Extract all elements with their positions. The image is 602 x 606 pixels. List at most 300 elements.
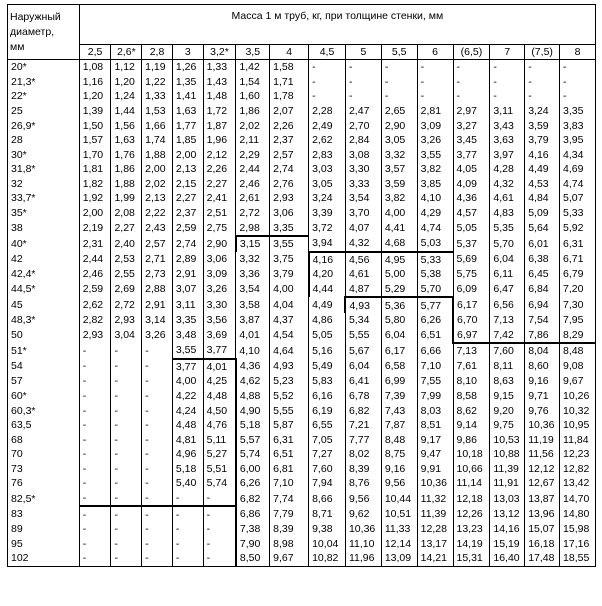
mass-cell: - (172, 551, 203, 566)
mass-cell: 4,74 (417, 220, 453, 236)
mass-cell: 3,54 (236, 282, 270, 298)
mass-cell: 6,16 (309, 389, 346, 404)
mass-cell: 3,55 (270, 236, 309, 252)
mass-cell: 2,70 (345, 118, 381, 133)
mass-cell: 3,54 (345, 191, 381, 206)
diameter-cell: 31,8* (8, 162, 80, 177)
mass-cell: 2,13 (142, 191, 173, 206)
mass-cell: 2,37 (270, 133, 309, 148)
mass-cell: 1,63 (172, 104, 203, 119)
mass-cell: 4,96 (172, 447, 203, 462)
diameter-cell: 51* (8, 343, 80, 359)
mass-cell: 5,49 (309, 359, 346, 375)
mass-cell: 4,86 (309, 313, 346, 328)
thickness-header-cell: 8 (560, 45, 596, 60)
mass-cell: 6,82 (345, 403, 381, 418)
table-row (8, 133, 596, 148)
mass-cell: - (79, 359, 111, 375)
mass-cell: 3,26 (203, 282, 236, 298)
mass-cell: 3,70 (345, 206, 381, 221)
mass-cell: 1,78 (270, 89, 309, 104)
mass-cell: 11,56 (525, 447, 560, 462)
mass-cell: - (142, 522, 173, 537)
mass-cell: 8,02 (345, 447, 381, 462)
mass-cell: 13,87 (525, 491, 560, 507)
mass-cell: 10,88 (490, 447, 525, 462)
diameter-cell: 73 (8, 462, 80, 477)
mass-cell: 1,58 (270, 60, 309, 75)
diameter-cell: 33,7* (8, 191, 80, 206)
mass-cell: 2,13 (172, 162, 203, 177)
thickness-header-cell: 2,6* (111, 45, 142, 60)
mass-cell: 4,49 (525, 162, 560, 177)
mass-cell: 12,23 (560, 447, 596, 462)
mass-cell: 13,17 (417, 537, 453, 552)
mass-cell: 4,00 (172, 374, 203, 389)
mass-cell: 2,26 (203, 162, 236, 177)
table-row (8, 447, 596, 462)
mass-cell: 10,18 (453, 447, 490, 462)
mass-cell: 5,34 (345, 313, 381, 328)
mass-cell: 2,91 (172, 267, 203, 282)
mass-cell: 2,89 (172, 252, 203, 268)
mass-cell: 2,59 (79, 282, 111, 298)
mass-cell: - (79, 418, 111, 433)
mass-cell: 1,41 (172, 89, 203, 104)
mass-cell: 8,98 (270, 537, 309, 552)
mass-cell: 3,05 (381, 133, 417, 148)
mass-cell: 5,35 (490, 220, 525, 236)
mass-cell: 2,15 (172, 177, 203, 192)
table-row (8, 432, 596, 447)
mass-cell: 5,18 (172, 462, 203, 477)
mass-cell: 10,36 (417, 476, 453, 491)
table-row (8, 147, 596, 162)
mass-cell: 3,79 (525, 133, 560, 148)
table-row (8, 162, 596, 177)
table-row (8, 104, 596, 119)
diameter-cell: 57 (8, 374, 80, 389)
mass-cell: 2,71 (142, 252, 173, 268)
mass-cell: 2,27 (172, 191, 203, 206)
mass-cell: 5,05 (453, 220, 490, 236)
mass-cell: 2,51 (203, 206, 236, 221)
table-row (8, 476, 596, 491)
mass-cell: 15,98 (560, 522, 596, 537)
mass-cell: 6,45 (525, 267, 560, 282)
mass-cell: 2,49 (309, 118, 346, 133)
mass-cell: 2,73 (142, 267, 173, 282)
mass-cell: 10,36 (345, 522, 381, 537)
mass-cell: 6,00 (236, 462, 270, 477)
mass-cell: 3,85 (417, 177, 453, 192)
mass-cell: 7,94 (309, 476, 346, 491)
diameter-cell: 26,9* (8, 118, 80, 133)
mass-cell: 13,09 (381, 551, 417, 566)
mass-cell: 6,55 (309, 418, 346, 433)
mass-cell: 9,71 (525, 389, 560, 404)
mass-cell: - (111, 374, 142, 389)
mass-cell: 9,56 (345, 491, 381, 507)
mass-cell: 2,27 (111, 220, 142, 236)
mass-cell: - (381, 89, 417, 104)
mass-cell: 2,97 (453, 104, 490, 119)
mass-cell: 9,67 (560, 374, 596, 389)
mass-cell: 5,38 (417, 267, 453, 282)
mass-cell: 2,93 (111, 313, 142, 328)
mass-cell: 2,00 (142, 162, 173, 177)
mass-cell: 11,39 (490, 462, 525, 477)
mass-cell: 13,42 (560, 476, 596, 491)
mass-cell: 5,52 (270, 389, 309, 404)
mass-cell: 3,04 (111, 327, 142, 343)
mass-cell: 9,16 (525, 374, 560, 389)
mass-cell: 3,36 (236, 267, 270, 282)
mass-cell: 10,53 (490, 432, 525, 447)
mass-cell: 4,16 (309, 252, 346, 268)
mass-cell: 2,93 (79, 327, 111, 343)
mass-cell: - (142, 462, 173, 477)
mass-cell: 4,64 (270, 343, 309, 359)
mass-cell: 7,60 (490, 343, 525, 359)
mass-cell: 1,99 (111, 191, 142, 206)
mass-cell: - (203, 522, 236, 537)
mass-cell: 3,05 (309, 177, 346, 192)
mass-cell: 4,48 (172, 418, 203, 433)
mass-cell: - (172, 537, 203, 552)
mass-cell: 2,98 (236, 220, 270, 236)
mass-cell: 10,36 (525, 418, 560, 433)
mass-cell: 7,87 (381, 418, 417, 433)
diameter-header-line: диаметр, (10, 25, 55, 38)
mass-cell: 4,04 (270, 297, 309, 313)
mass-cell: - (111, 359, 142, 375)
mass-cell: 3,77 (203, 343, 236, 359)
mass-cell: 2,74 (270, 162, 309, 177)
mass-cell: 2,31 (79, 236, 111, 252)
thickness-header-cell: 2,5 (79, 45, 111, 60)
diameter-cell: 42 (8, 252, 80, 268)
mass-cell: 4,95 (381, 252, 417, 268)
mass-cell: 12,26 (453, 506, 490, 522)
mass-cell: - (79, 491, 111, 507)
mass-cell: - (417, 89, 453, 104)
mass-cell: 6,38 (525, 252, 560, 268)
mass-cell: 4,93 (345, 297, 381, 313)
mass-cell: 3,35 (560, 104, 596, 119)
mass-cell: 3,26 (417, 133, 453, 148)
mass-cell: 6,04 (345, 359, 381, 375)
mass-cell: 3,03 (309, 162, 346, 177)
mass-cell: - (142, 506, 173, 522)
mass-cell: 4,48 (203, 389, 236, 404)
table-row (8, 297, 596, 313)
mass-cell: 4,44 (309, 282, 346, 298)
thickness-header-cell: 4 (270, 45, 309, 60)
mass-cell: 1,08 (79, 60, 111, 75)
mass-cell: 6,19 (309, 403, 346, 418)
mass-cell: 4,36 (236, 359, 270, 375)
mass-cell: - (111, 403, 142, 418)
mass-cell: 4,76 (203, 418, 236, 433)
mass-cell: 2,53 (111, 252, 142, 268)
mass-cell: 5,77 (417, 297, 453, 313)
mass-cell: 5,29 (381, 282, 417, 298)
diameter-cell: 83 (8, 506, 80, 522)
mass-cell: 8,71 (309, 506, 346, 522)
mass-cell: 5,05 (309, 327, 346, 343)
mass-cell: 5,92 (560, 220, 596, 236)
mass-cell: 4,53 (525, 177, 560, 192)
mass-cell: 5,83 (309, 374, 346, 389)
mass-cell: 2,28 (309, 104, 346, 119)
mass-cell: 3,06 (270, 206, 309, 221)
mass-cell: 3,33 (345, 177, 381, 192)
mass-cell: 5,69 (453, 252, 490, 268)
mass-cell: 11,19 (525, 432, 560, 447)
mass-cell: 2,90 (381, 118, 417, 133)
mass-cell: 11,10 (345, 537, 381, 552)
mass-cell: - (525, 60, 560, 75)
mass-cell: 5,33 (560, 206, 596, 221)
mass-cell: - (79, 403, 111, 418)
mass-cell: 7,79 (270, 506, 309, 522)
mass-cell: 4,34 (560, 147, 596, 162)
mass-cell: 3,27 (453, 118, 490, 133)
mass-cell: 5,70 (490, 236, 525, 252)
mass-cell: 2,44 (236, 162, 270, 177)
mass-cell: 2,83 (309, 147, 346, 162)
mass-cell: 5,74 (236, 447, 270, 462)
mass-cell: 9,47 (417, 447, 453, 462)
mass-cell: 1,53 (142, 104, 173, 119)
mass-cell: 1,86 (236, 104, 270, 119)
mass-cell: 4,25 (203, 374, 236, 389)
mass-cell: - (309, 89, 346, 104)
mass-cell: 1,56 (111, 118, 142, 133)
mass-cell: 17,16 (560, 537, 596, 552)
mass-cell: 4,81 (172, 432, 203, 447)
mass-cell: 5,55 (270, 403, 309, 418)
mass-cell: 5,37 (453, 236, 490, 252)
mass-cell: 9,86 (453, 432, 490, 447)
mass-cell: 1,60 (236, 89, 270, 104)
mass-cell: 3,77 (453, 147, 490, 162)
mass-cell: 6,79 (560, 267, 596, 282)
mass-cell: 11,91 (490, 476, 525, 491)
mass-cell: 4,83 (490, 206, 525, 221)
mass-cell: 9,14 (453, 418, 490, 433)
mass-cell: 3,77 (172, 359, 203, 375)
table-row (8, 506, 596, 522)
mass-cell: 10,82 (309, 551, 346, 566)
mass-cell: 7,27 (309, 447, 346, 462)
mass-cell: 3,32 (236, 252, 270, 268)
mass-cell: 8,63 (490, 374, 525, 389)
mass-cell: 7,60 (309, 462, 346, 477)
table-row (8, 236, 596, 252)
diameter-cell: 50 (8, 327, 80, 343)
mass-cell: - (111, 343, 142, 359)
mass-cell: 3,94 (309, 236, 346, 252)
mass-cell: 4,61 (490, 191, 525, 206)
mass-cell: 3,07 (172, 282, 203, 298)
mass-cell: 4,74 (560, 177, 596, 192)
mass-cell: 4,56 (345, 252, 381, 268)
mass-cell: - (560, 75, 596, 90)
mass-cell: 3,97 (490, 147, 525, 162)
mass-cell: - (79, 506, 111, 522)
mass-cell: 4,37 (270, 313, 309, 328)
mass-cell: - (490, 60, 525, 75)
mass-cell: 8,66 (309, 491, 346, 507)
mass-cell: 7,20 (560, 282, 596, 298)
mass-cell: 15,07 (525, 522, 560, 537)
mass-cell: - (79, 537, 111, 552)
mass-cell: - (453, 75, 490, 90)
mass-cell: 5,03 (417, 236, 453, 252)
mass-cell: 8,76 (345, 476, 381, 491)
mass-cell: 2,61 (236, 191, 270, 206)
thickness-header-cell: 7 (490, 45, 525, 60)
table-header (8, 5, 596, 60)
table-row (8, 551, 596, 566)
mass-cell: 4,28 (490, 162, 525, 177)
mass-cell: 4,32 (490, 177, 525, 192)
mass-cell: 4,29 (417, 206, 453, 221)
mass-cell: - (79, 374, 111, 389)
mass-cell: 1,88 (111, 177, 142, 192)
mass-cell: 12,28 (417, 522, 453, 537)
mass-cell: 9,08 (560, 359, 596, 375)
mass-cell: 2,55 (111, 267, 142, 282)
mass-cell: 15,31 (453, 551, 490, 566)
mass-cell: 14,80 (560, 506, 596, 522)
mass-cell: 2,62 (309, 133, 346, 148)
mass-cell: 3,87 (236, 313, 270, 328)
mass-cell: 1,82 (79, 177, 111, 192)
mass-cell: 4,07 (345, 220, 381, 236)
mass-cell: 1,86 (111, 162, 142, 177)
mass-cell: 7,95 (560, 313, 596, 328)
mass-cell: 6,09 (453, 282, 490, 298)
mass-cell: 16,40 (490, 551, 525, 566)
mass-cell: 1,20 (79, 89, 111, 104)
thickness-header-cell: 4,5 (309, 45, 346, 60)
mass-cell: 12,18 (453, 491, 490, 507)
mass-cell: 11,39 (417, 506, 453, 522)
mass-cell: 2,43 (142, 220, 173, 236)
mass-cell: 8,11 (490, 359, 525, 375)
mass-cell: - (172, 522, 203, 537)
thickness-header-cell: 3 (172, 45, 203, 60)
table-row (8, 522, 596, 537)
mass-cell: 11,33 (381, 522, 417, 537)
table-row (8, 491, 596, 507)
mass-cell: 6,82 (236, 491, 270, 507)
mass-cell: 12,82 (560, 462, 596, 477)
mass-cell: - (111, 389, 142, 404)
thickness-header-cell: 2,8 (142, 45, 173, 60)
mass-cell: 14,70 (560, 491, 596, 507)
mass-cell: 10,95 (560, 418, 596, 433)
mass-cell: 2,19 (79, 220, 111, 236)
diameter-cell: 25 (8, 104, 80, 119)
diameter-cell: 45 (8, 297, 80, 313)
mass-cell: 14,16 (490, 522, 525, 537)
mass-cell: 10,44 (381, 491, 417, 507)
mass-cell: 2,93 (270, 191, 309, 206)
mass-cell: 2,40 (111, 236, 142, 252)
mass-cell: 2,74 (172, 236, 203, 252)
mass-cell: 5,36 (381, 297, 417, 313)
table-row (8, 191, 596, 206)
mass-cell: 7,74 (270, 491, 309, 507)
mass-cell: - (203, 551, 236, 566)
mass-cell: - (142, 537, 173, 552)
mass-cell: 3,30 (203, 297, 236, 313)
mass-cell: 3,35 (270, 220, 309, 236)
mass-cell: 2,82 (79, 313, 111, 328)
mass-cell: 1,92 (79, 191, 111, 206)
mass-cell: 3,55 (417, 147, 453, 162)
table-row (8, 418, 596, 433)
mass-cell: 9,56 (381, 476, 417, 491)
mass-cell: 3,82 (381, 191, 417, 206)
mass-cell: 1,44 (111, 104, 142, 119)
mass-cell: 7,61 (453, 359, 490, 375)
mass-cell: 1,74 (142, 133, 173, 148)
mass-cell: 4,16 (525, 147, 560, 162)
mass-cell: 6,04 (490, 252, 525, 268)
mass-cell: 8,39 (345, 462, 381, 477)
mass-cell: 2,59 (172, 220, 203, 236)
mass-cell: 4,90 (236, 403, 270, 418)
mass-cell: 1,54 (236, 75, 270, 90)
diameter-cell: 48,3* (8, 313, 80, 328)
mass-cell: 5,55 (345, 327, 381, 343)
mass-cell: 10,51 (381, 506, 417, 522)
table-row (8, 282, 596, 298)
mass-cell: 4,69 (560, 162, 596, 177)
mass-cell: 4,10 (417, 191, 453, 206)
mass-cell: 4,00 (381, 206, 417, 221)
mass-cell: 1,26 (172, 60, 203, 75)
mass-cell: 8,04 (525, 343, 560, 359)
thickness-header-cell: 5 (345, 45, 381, 60)
mass-cell: 3,43 (490, 118, 525, 133)
mass-cell: 3,08 (345, 147, 381, 162)
diameter-cell: 89 (8, 522, 80, 537)
mass-cell: 4,68 (381, 236, 417, 252)
mass-cell: 6,47 (490, 282, 525, 298)
mass-cell: - (79, 432, 111, 447)
mass-cell: - (142, 447, 173, 462)
mass-cell: 3,11 (172, 297, 203, 313)
mass-cell: 7,13 (490, 313, 525, 328)
mass-cell: - (453, 60, 490, 75)
diameter-cell: 68 (8, 432, 80, 447)
mass-cell: 3,56 (203, 313, 236, 328)
mass-cell: 1,12 (111, 60, 142, 75)
mass-cell: 8,50 (236, 551, 270, 566)
mass-cell: 6,04 (381, 327, 417, 343)
mass-cell: 7,10 (270, 476, 309, 491)
mass-cell: - (453, 89, 490, 104)
mass-cell: - (111, 522, 142, 537)
mass-cell: 6,56 (490, 297, 525, 313)
mass-cell: 2,75 (203, 220, 236, 236)
